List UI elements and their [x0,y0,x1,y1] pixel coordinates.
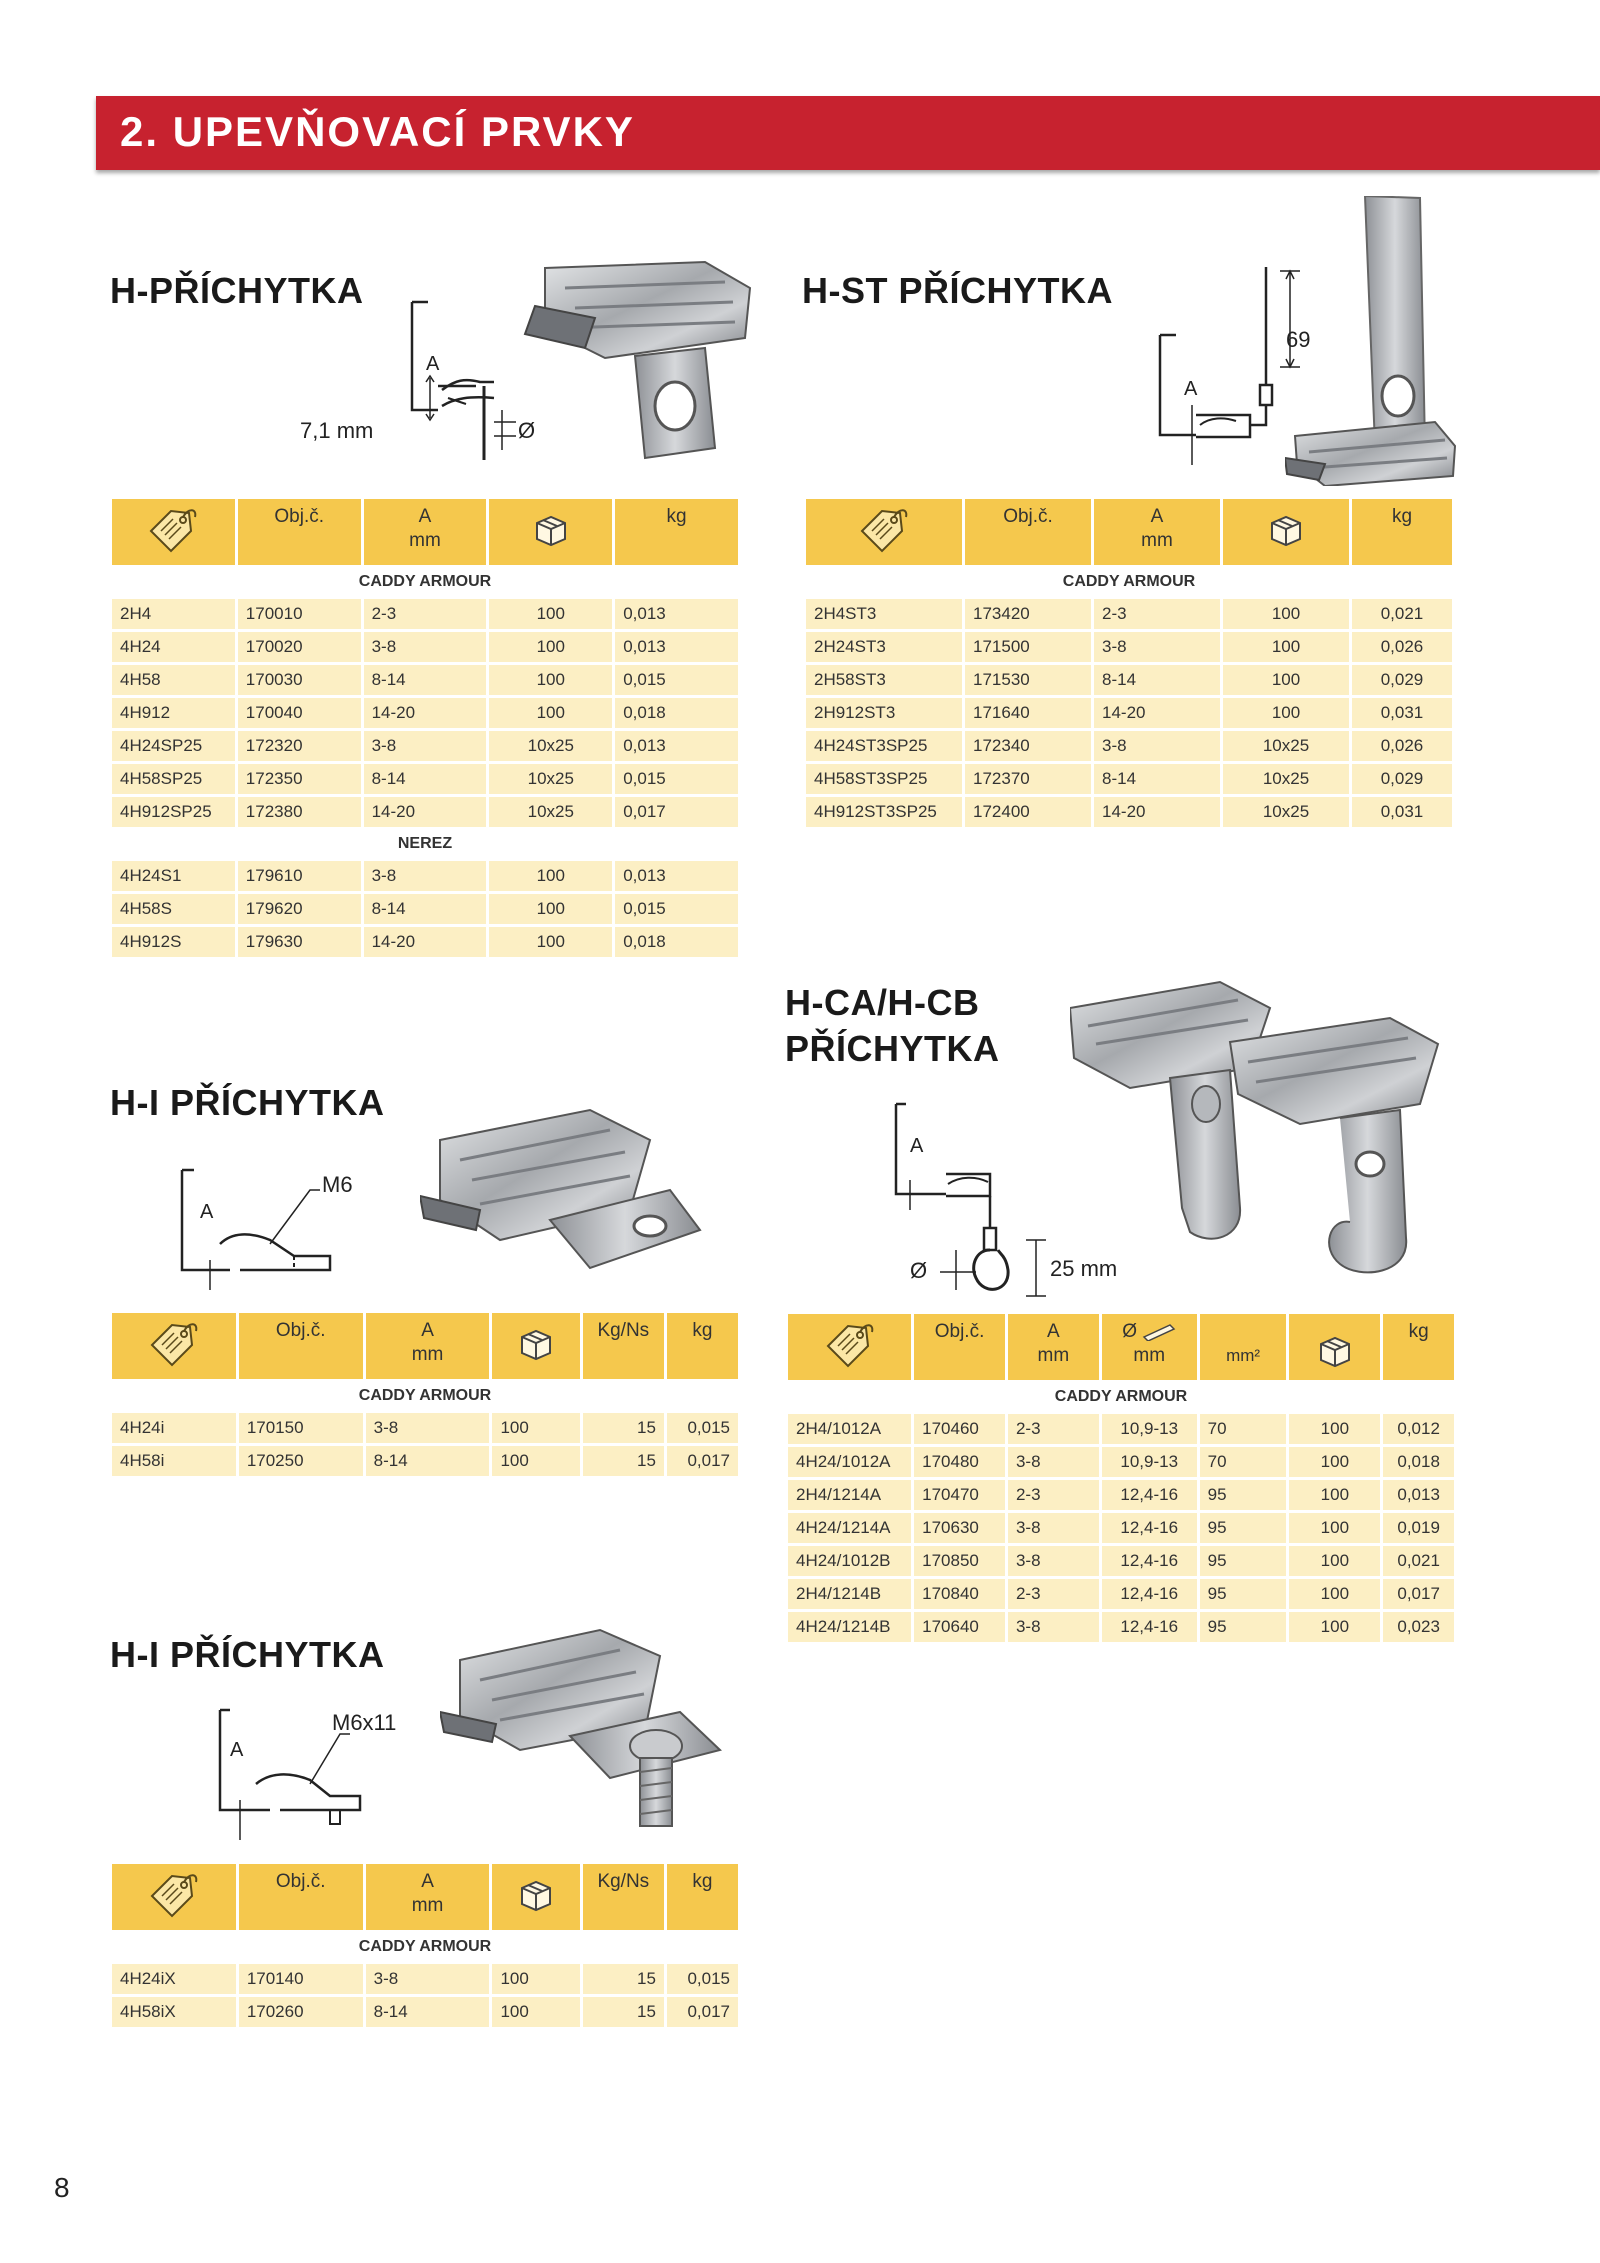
table-cell: 2H912ST3 [806,698,962,728]
table-cell: 4H24iX [112,1964,236,1994]
table-cell: 10x25 [1223,797,1349,827]
table-cell: 3-8 [364,861,487,891]
box-header-cell [492,1313,579,1379]
table-cell: 2H4/1214B [788,1579,911,1609]
table-cell: 0,015 [667,1413,738,1443]
table-cell: 10x25 [489,731,612,761]
table-row [112,764,738,794]
table-cell: 172380 [238,797,361,827]
hst-clip-title: H-ST PŘÍCHYTKA [802,270,1113,311]
table-cell: 3-8 [366,1964,490,1994]
table-row [112,861,738,891]
group-label: CADDY ARMOUR [112,1933,738,1961]
table-cell: 172320 [238,731,361,761]
table-cell: 4H58S [112,894,235,924]
table-cell: 0,029 [1352,764,1452,794]
table-cell: 0,018 [615,698,738,728]
table-row [806,797,1452,827]
table-cell: 0,018 [1383,1447,1454,1477]
h-diagram-a-label: A [426,353,440,375]
table-cell: 179610 [238,861,361,891]
h-clip-title: H-PŘÍCHYTKA [110,270,364,311]
table-cell: 3-8 [366,1413,490,1443]
hst-diagram-a-label: A [1184,378,1198,400]
table-row [806,698,1452,728]
a-header-label: A [421,1871,434,1892]
h-table-body [112,568,738,957]
table-cell: 171500 [965,632,1091,662]
table-cell: 10x25 [489,797,612,827]
table-row [112,731,738,761]
hst-clip-photo [1285,196,1465,486]
table-cell: 172370 [965,764,1091,794]
table-cell: 100 [1289,1447,1380,1477]
table-cell: 100 [492,1997,579,2027]
table-cell: 0,013 [615,599,738,629]
table-row [112,1964,738,1994]
hst-table-body [806,568,1452,827]
table-cell: 0,021 [1352,599,1452,629]
table-cell: 170030 [238,665,361,695]
table-cell: 2H4ST3 [806,599,962,629]
table-row [788,1513,1454,1543]
hi1-table-body [112,1382,738,1476]
hst-diagram-size-label: 69 [1286,327,1311,352]
table-cell: 179630 [238,927,361,957]
section-title: 2. UPEVŇOVACÍ PRVKY [120,108,635,155]
table-cell: 2H4/1012A [788,1414,911,1444]
table-cell: 4H24/1012B [788,1546,911,1576]
box-header-cell [492,1864,579,1930]
table-cell: 4H24SP25 [112,731,235,761]
package-box-icon [531,513,571,547]
table-row [112,927,738,957]
table-cell: 0,015 [615,665,738,695]
table-cell: 100 [489,894,612,924]
table-cell: 0,017 [1383,1579,1454,1609]
table-cell: 0,021 [1383,1546,1454,1576]
obj-header: Obj.č. [238,499,361,565]
table-row [806,764,1452,794]
kg-header: kg [1383,1314,1454,1380]
table-cell: 4H24/1214B [788,1612,911,1642]
h-diagram-dia-label: Ø [518,418,536,443]
table-cell: 4H58iX [112,1997,236,2027]
table-cell: 15 [583,1997,664,2027]
table-cell: 14-20 [364,698,487,728]
group-row [112,1933,738,1961]
wire-diameter-icon [1142,1323,1176,1341]
table-cell: 3-8 [1008,1546,1099,1576]
table-cell: 100 [489,632,612,662]
table-cell: 14-20 [1094,797,1220,827]
table-cell: 172350 [238,764,361,794]
table-cell: 3-8 [1008,1447,1099,1477]
table-cell: 172340 [965,731,1091,761]
kg-header: kg [1352,499,1452,565]
table-cell: 173420 [965,599,1091,629]
obj-header: Obj.č. [239,1864,363,1930]
table-cell: 14-20 [1094,698,1220,728]
table-cell: 170010 [238,599,361,629]
diameter-header-label [1106,1320,1193,1344]
diameter-symbol: Ø [1122,1321,1137,1342]
a-header-unit: mm [409,530,441,551]
table-cell: 2-3 [1008,1579,1099,1609]
group-row [112,830,738,858]
table-cell: 170460 [914,1414,1005,1444]
a-header-label: A [418,506,432,527]
table-cell: 2-3 [1094,599,1220,629]
table-row [788,1546,1454,1576]
page-number: 8 [54,2172,70,2203]
table-cell: 100 [492,1446,579,1476]
table-row [788,1480,1454,1510]
table-cell: 100 [1289,1480,1380,1510]
table-cell: 3-8 [364,731,487,761]
mm2-header-label: mm² [1226,1346,1261,1365]
table-cell: 0,031 [1352,797,1452,827]
tag-header-cell [112,1313,236,1379]
table-cell: 15 [583,1964,664,1994]
table-cell: 170480 [914,1447,1005,1477]
kg-header: kg [667,1313,738,1379]
table-cell: 100 [1289,1612,1380,1642]
table-row [788,1612,1454,1642]
hca-diagram-size-label: 25 mm [1050,1256,1118,1281]
a-header-unit: mm [411,1895,444,1916]
hi2-diagram-a-label: A [230,1739,244,1761]
hi2-clip-table [109,1861,741,2030]
group-row [112,1382,738,1410]
table-cell: 170250 [239,1446,363,1476]
table-cell: 8-14 [364,894,487,924]
table-cell: 3-8 [364,632,487,662]
hca-table-body [788,1383,1454,1642]
tag-header-cell [788,1314,911,1380]
table-cell: 10,9-13 [1102,1414,1197,1444]
table-row [788,1579,1454,1609]
box-header-cell [1289,1314,1380,1380]
table-row [788,1414,1454,1444]
table-cell: 3-8 [1008,1513,1099,1543]
hi1-clip-photo [420,1100,720,1300]
table-cell: 15 [583,1446,664,1476]
group-label: CADDY ARMOUR [806,568,1452,596]
package-box-icon [516,1878,556,1912]
package-box-icon [1315,1334,1355,1368]
group-label: CADDY ARMOUR [112,568,738,596]
hi1-diagram-thread-label: M6 [322,1172,353,1197]
hi2-clip-photo [440,1620,730,1850]
obj-header: Obj.č. [239,1313,363,1379]
table-cell: 0,018 [615,927,738,957]
table-cell: 170260 [239,1997,363,2027]
table-cell: 0,015 [615,764,738,794]
table-cell: 0,015 [615,894,738,924]
table-cell: 95 [1200,1513,1287,1543]
table-cell: 0,031 [1352,698,1452,728]
table-cell: 4H24ST3SP25 [806,731,962,761]
table-cell: 10x25 [1223,731,1349,761]
diameter-header-unit: mm [1133,1345,1166,1366]
hi2-clip-title: H-I PŘÍCHYTKA [110,1634,385,1675]
table-cell: 2-3 [1008,1414,1099,1444]
hi2-table-body [112,1933,738,2027]
hi2-clip-diagram [200,1700,420,1850]
kgns-header: Kg/Ns [583,1313,664,1379]
table-cell: 170020 [238,632,361,662]
table-cell: 0,019 [1383,1513,1454,1543]
table-cell: 14-20 [364,927,487,957]
box-header-cell [1223,499,1349,565]
a-header-unit: mm [1141,530,1173,551]
hi1-table-header [112,1313,738,1379]
table-cell: 12,4-16 [1102,1612,1197,1642]
a-header-label: A [1150,506,1164,527]
table-cell: 100 [1289,1414,1380,1444]
table-cell: 8-14 [364,764,487,794]
hca-clip-title [785,980,1000,1072]
table-cell: 100 [489,861,612,891]
table-cell: 3-8 [1094,632,1220,662]
table-cell: 8-14 [1094,665,1220,695]
table-cell: 4H912S [112,927,235,957]
table-cell: 4H24/1214A [788,1513,911,1543]
hi1-diagram-a-label: A [200,1201,214,1223]
hca-title-line1: H-CA/H-CB [785,982,980,1023]
table-cell: 4H58ST3SP25 [806,764,962,794]
table-row [112,1997,738,2027]
table-cell: 100 [1289,1579,1380,1609]
table-cell: 100 [492,1413,579,1443]
table-cell: 100 [1223,599,1349,629]
table-cell: 100 [492,1964,579,1994]
table-cell: 4H24 [112,632,235,662]
a-header-unit: mm [1037,1345,1070,1366]
table-cell: 100 [1289,1546,1380,1576]
h-table-header [112,499,738,565]
table-cell: 100 [1223,698,1349,728]
table-cell: 14-20 [364,797,487,827]
group-row [788,1383,1454,1411]
table-cell: 12,4-16 [1102,1480,1197,1510]
table-cell: 8-14 [364,665,487,695]
group-label: CADDY ARMOUR [112,1382,738,1410]
hi1-clip-title: H-I PŘÍCHYTKA [110,1082,385,1123]
table-row [806,632,1452,662]
table-row [112,1446,738,1476]
group-row [806,568,1452,596]
a-header-unit: mm [411,1344,444,1365]
group-label: CADDY ARMOUR [788,1383,1454,1411]
price-tag-icon [146,1319,202,1371]
table-cell: 100 [489,698,612,728]
tag-header-cell [112,1864,236,1930]
table-cell: 4H58SP25 [112,764,235,794]
table-cell: 2H58ST3 [806,665,962,695]
h-diagram-size-label: 7,1 mm [300,418,374,443]
kg-header: kg [667,1864,738,1930]
table-row [112,797,738,827]
table-cell: 2H4 [112,599,235,629]
table-row [806,665,1452,695]
tag-header-cell [112,499,235,565]
table-cell: 171640 [965,698,1091,728]
obj-header: Obj.č. [965,499,1091,565]
table-cell: 100 [489,599,612,629]
box-header-cell [489,499,612,565]
table-cell: 70 [1200,1447,1287,1477]
table-cell: 0,026 [1352,731,1452,761]
table-cell: 95 [1200,1546,1287,1576]
tag-header-cell [806,499,962,565]
package-box-icon [516,1327,556,1361]
hca-clip-photo [1070,978,1450,1288]
table-cell: 0,017 [667,1446,738,1476]
table-cell: 171530 [965,665,1091,695]
a-header-label: A [1047,1321,1060,1342]
table-cell: 2H4/1214A [788,1480,911,1510]
table-cell: 95 [1200,1480,1287,1510]
table-row [806,731,1452,761]
table-cell: 12,4-16 [1102,1579,1197,1609]
table-cell: 0,013 [1383,1480,1454,1510]
table-cell: 172400 [965,797,1091,827]
table-cell: 0,029 [1352,665,1452,695]
table-cell: 8-14 [1094,764,1220,794]
table-row [112,1413,738,1443]
table-cell: 170140 [239,1964,363,1994]
hi2-diagram-thread-label: M6x11 [332,1710,397,1735]
table-cell: 0,013 [615,632,738,662]
table-row [806,599,1452,629]
table-cell: 170040 [238,698,361,728]
table-cell: 4H24i [112,1413,236,1443]
table-row [112,894,738,924]
hca-diagram-dia-label: Ø [910,1258,928,1283]
table-cell: 0,026 [1352,632,1452,662]
table-cell: 95 [1200,1612,1287,1642]
a-header [366,1313,490,1379]
mm2-header [1200,1314,1287,1380]
table-cell: 4H24S1 [112,861,235,891]
table-cell: 10,9-13 [1102,1447,1197,1477]
table-cell: 8-14 [366,1446,490,1476]
hi2-table-header [112,1864,738,1930]
table-cell: 2-3 [364,599,487,629]
table-cell: 4H912SP25 [112,797,235,827]
hca-clip-table [785,1311,1457,1645]
table-cell: 100 [1223,665,1349,695]
table-cell: 12,4-16 [1102,1513,1197,1543]
table-cell: 3-8 [1094,731,1220,761]
section-banner [96,96,1600,170]
table-cell: 170470 [914,1480,1005,1510]
a-header [366,1864,490,1930]
a-header [1094,499,1220,565]
h-clip-photo [505,248,770,468]
price-tag-icon [856,505,912,557]
table-cell: 2-3 [1008,1480,1099,1510]
package-box-icon [1266,513,1306,547]
table-cell: 0,017 [667,1997,738,2027]
price-tag-icon [146,1870,202,1922]
table-cell: 0,017 [615,797,738,827]
h-clip-table [109,496,741,960]
table-cell: 0,023 [1383,1612,1454,1642]
group-label: NEREZ [112,830,738,858]
table-cell: 8-14 [366,1997,490,2027]
table-cell: 4H58 [112,665,235,695]
table-row [112,665,738,695]
obj-header: Obj.č. [914,1314,1005,1380]
hi1-clip-table [109,1310,741,1479]
table-cell: 170150 [239,1413,363,1443]
table-cell: 0,015 [667,1964,738,1994]
table-cell: 0,012 [1383,1414,1454,1444]
hca-title-line2: PŘÍCHYTKA [785,1028,1000,1069]
table-cell: 4H912 [112,698,235,728]
table-cell: 4H24/1012A [788,1447,911,1477]
table-cell: 170840 [914,1579,1005,1609]
table-cell: 100 [1289,1513,1380,1543]
hst-table-header [806,499,1452,565]
kgns-header: Kg/Ns [583,1864,664,1930]
hca-table-header [788,1314,1454,1380]
price-tag-icon [822,1320,878,1372]
table-cell: 100 [489,665,612,695]
table-cell: 170640 [914,1612,1005,1642]
a-header [1008,1314,1099,1380]
hst-clip-table [803,496,1455,830]
table-cell: 70 [1200,1414,1287,1444]
table-row [112,599,738,629]
table-cell: 170630 [914,1513,1005,1543]
table-cell: 12,4-16 [1102,1546,1197,1576]
table-cell: 10x25 [1223,764,1349,794]
table-row [112,632,738,662]
hi1-clip-diagram [170,1160,370,1300]
table-cell: 95 [1200,1579,1287,1609]
table-cell: 2H24ST3 [806,632,962,662]
table-cell: 0,013 [615,731,738,761]
a-header [364,499,487,565]
table-row [112,698,738,728]
table-cell: 15 [583,1413,664,1443]
table-cell: 10x25 [489,764,612,794]
table-cell: 179620 [238,894,361,924]
a-header-label: A [421,1320,434,1341]
kg-header: kg [615,499,738,565]
group-row [112,568,738,596]
table-cell: 4H58i [112,1446,236,1476]
table-cell: 100 [489,927,612,957]
price-tag-icon [145,505,201,557]
table-cell: 4H912ST3SP25 [806,797,962,827]
table-cell: 100 [1223,632,1349,662]
hca-diagram-a-label: A [910,1135,924,1157]
table-cell: 3-8 [1008,1612,1099,1642]
table-cell: 0,013 [615,861,738,891]
diameter-header [1102,1314,1197,1380]
table-row [788,1447,1454,1477]
table-cell: 170850 [914,1546,1005,1576]
